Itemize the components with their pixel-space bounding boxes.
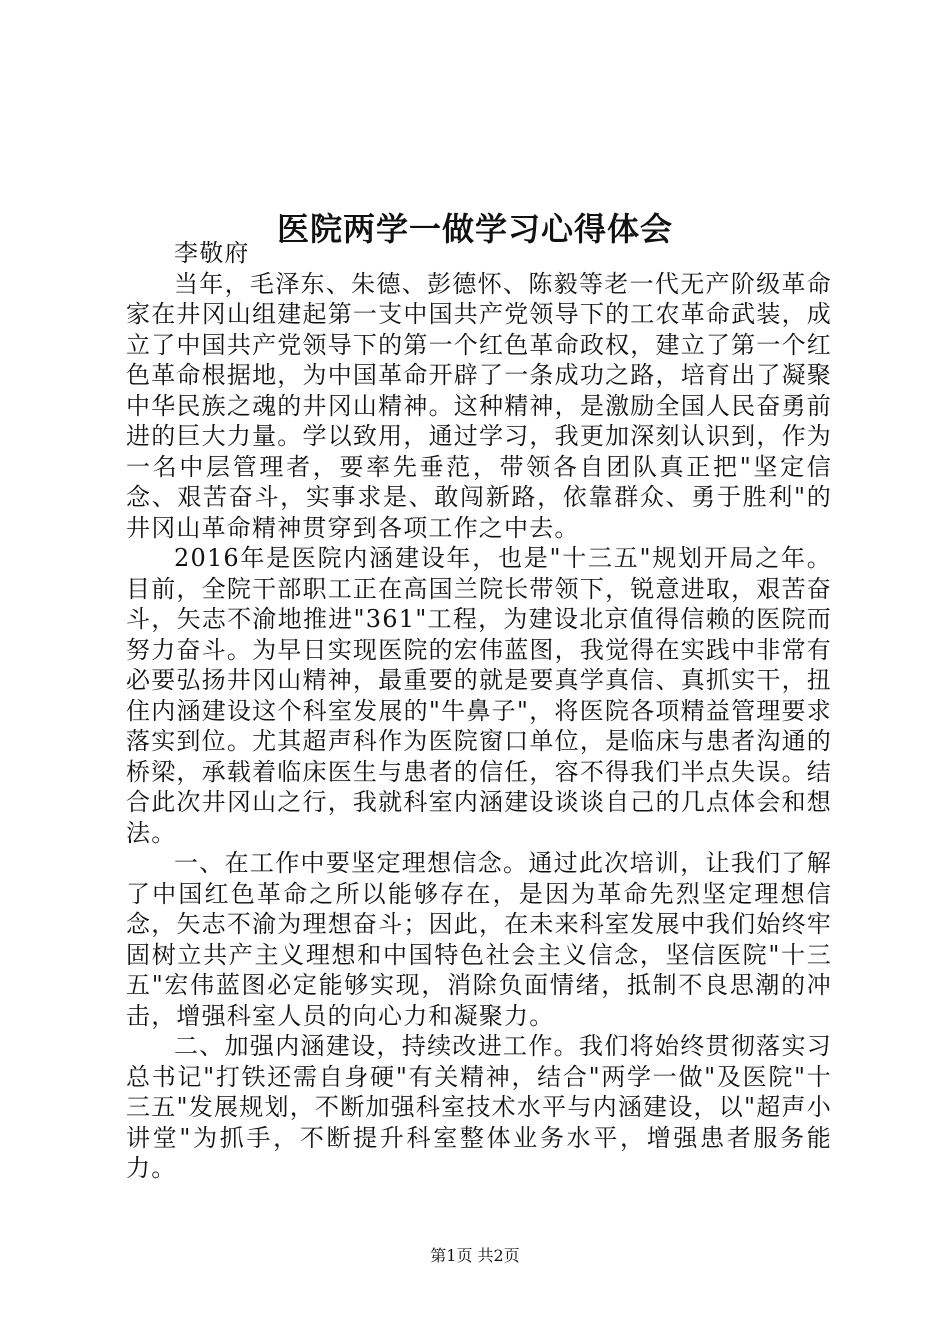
author-name: 李敬府 <box>174 239 250 267</box>
page-title: 医院两学一做学习心得体会 <box>276 210 673 249</box>
paragraph-2: 2016年是医院内涵建设年，也是"十三五"规划开局之年。目前，全院干部职工正在高国兰院长带领下，锐意进取，艰苦奋斗，矢志不渝地推进"361"工程，为建设北京值得信赖的医院而努力奋斗。为早日实现医院的宏伟蓝图，我觉得在实践中非常有必要弘扬井冈山精神，最重要的就是要真学真信、真抓实干，扭住内涵建设这个科室发展的"牛鼻子"，将医院各项精益管理要求落实到位。尤其超声科作为医院窗口单位，是临床与患者沟通的桥梁，承载着临床医生与患者的信任，容不得我们半点失误。结合此次井冈山之行，我就科室内涵建设谈谈自己的几点体会和想法。 <box>126 544 832 847</box>
document-body <box>126 238 832 1184</box>
paragraph-1: 当年，毛泽东、朱德、彭德怀、陈毅等老一代无产阶级革命家在井冈山组建起第一支中国共产党领导下的工农革命武装，成立了中国共产党领导下的第一个红色革命政权，建立了第一个红色革命根据地，为中国革命开辟了一条成功之路，培育出了凝聚中华民族之魂的井冈山精神。这种精神，是激励全国人民奋勇前进的巨大力量。学以致用，通过学习，我更加深刻认识到，作为一名中层管理者，要率先垂范，带领各自团队真正把"坚定信念、艰苦奋斗，实事求是、敢闯新路，依靠群众、勇于胜利"的井冈山革命精神贯穿到各项工作之中去。 <box>126 269 832 542</box>
paragraph-3: 一、在工作中要坚定理想信念。通过此次培训，让我们了解了中国红色革命之所以能够存在，是因为革命先烈坚定理想信念，矢志不渝为理想奋斗；因此，在未来科室发展中我们始终牢固树立共产主义理想和中国特色社会主义信念，坚信医院"十三五"宏伟蓝图必定能够实现，消除负面情绪，抵制不良思潮的冲击，增强科室人员的向心力和凝聚力。 <box>126 849 832 1030</box>
paragraph-4: 二、加强内涵建设，持续改进工作。我们将始终贯彻落实习总书记"打铁还需自身硬"有关精神，结合"两学一做"及医院"十三五"发展规划，不断加强科室技术水平与内涵建设，以"超声小讲堂"为抓手，不断提升科室整体业务水平，增强患者服务能力。 <box>126 1032 832 1182</box>
page-number-footer: 第1页 共2页 <box>430 1246 520 1265</box>
